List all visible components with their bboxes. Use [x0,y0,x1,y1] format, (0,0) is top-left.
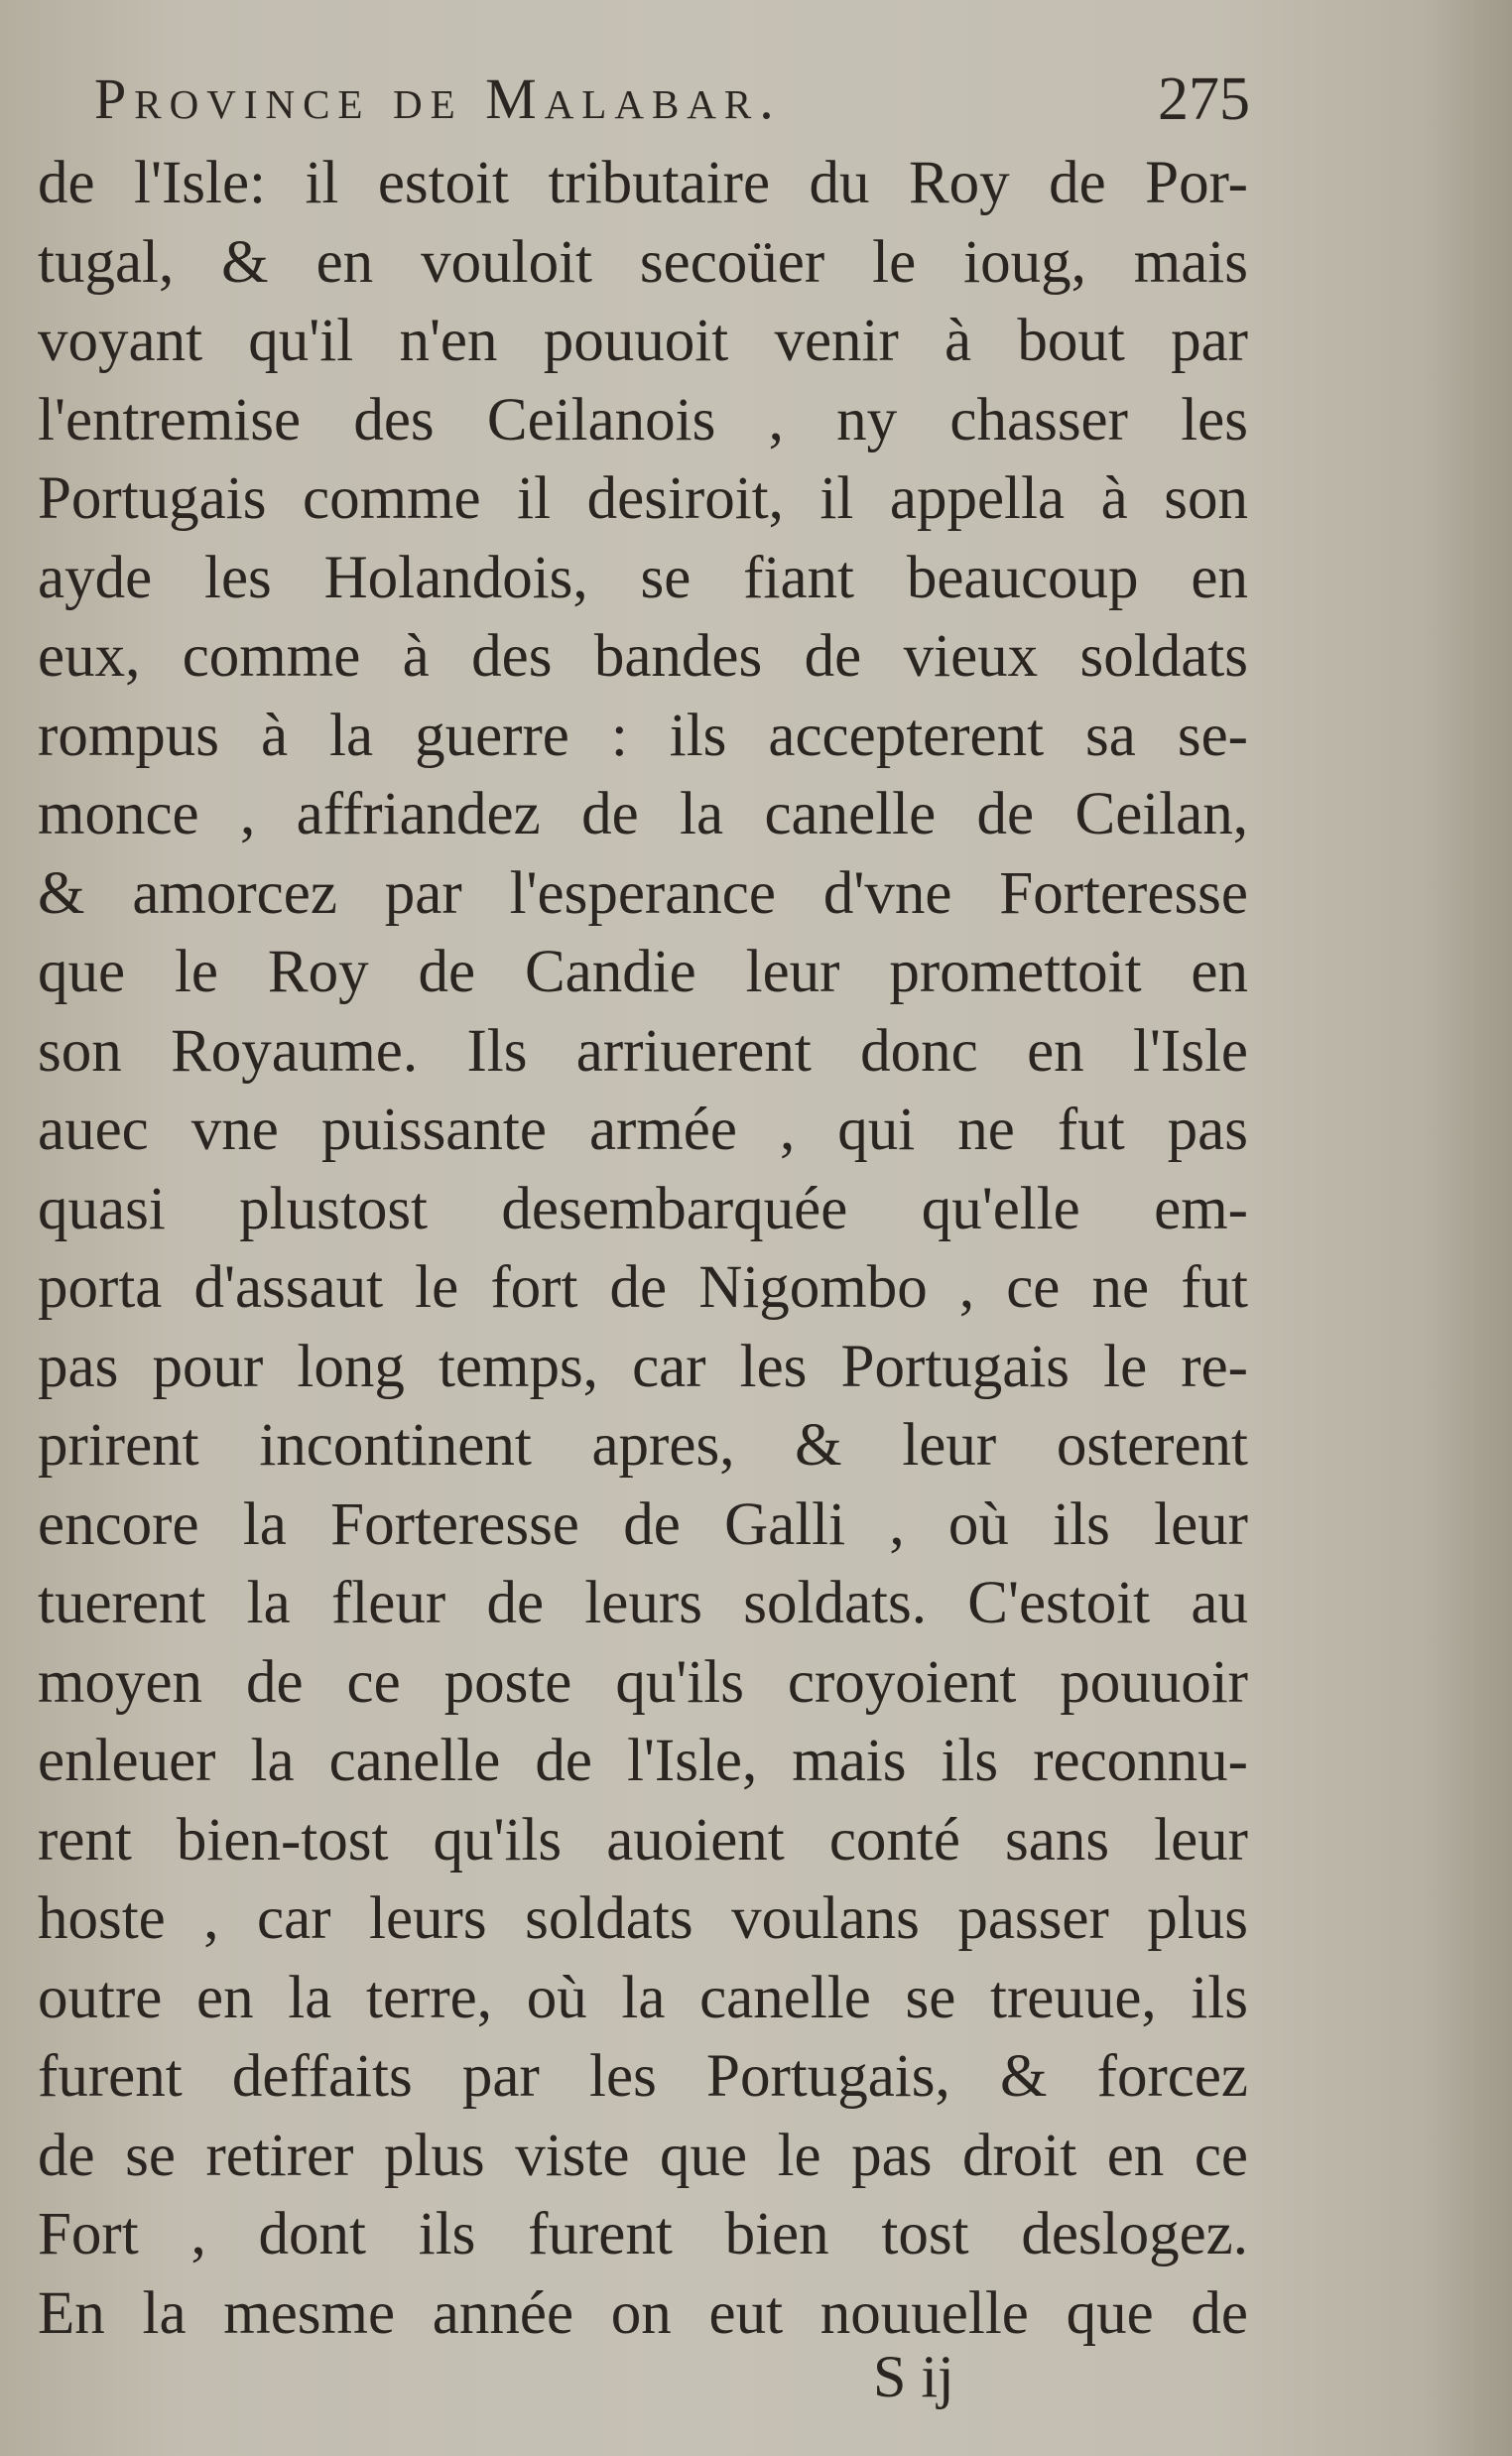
text-line: & amorcez par l'esperance d'vne Forteresse [38,859,1248,927]
text-line: furent deffaits par les Portugais, & forcez [38,2043,1248,2110]
text-line: que le Roy de Candie leur promettoit en [38,939,1248,1005]
text-line: monce , affriandez de la canelle de Ceilan, [38,781,1248,847]
signature-mark: S ij [873,2344,954,2409]
page-number: 275 [1158,65,1250,133]
text-line: tugal, & en vouloit secoüer le ioug, mais [38,228,1248,296]
text-line: pas pour long temps, car les Portugais le re- [38,1333,1248,1400]
text-line: moyen de ce poste qu'ils croyoient pouuoir [38,1648,1248,1716]
text-line: rent bien-tost qu'ils auoient conté sans leur [38,1806,1248,1874]
text-line: l'entremise des Ceilanois , ny chasser les [38,386,1248,453]
text-line: de se retirer plus viste que le pas droit en ce [38,2122,1248,2189]
page-header [94,55,1250,144]
text-line: encore la Forteresse de Galli , où ils leur [38,1490,1248,1558]
text-line: Portugais comme il desiroit, il appella à son [38,465,1248,532]
text-line: quasi plustost desembarquée qu'elle em- [38,1175,1248,1242]
text-line: auec vne puissante armée , qui ne fut pas [38,1097,1248,1163]
text-line: voyant qu'il n'en pouuoit venir à bout par [38,308,1248,374]
text-line: rompus à la guerre : ils accepterent sa se- [38,702,1248,769]
text-line: ayde les Holandois, se fiant beaucoup en [38,544,1248,611]
text-line: eux, comme à des bandes de vieux soldats [38,623,1248,690]
text-line: En la mesme année on eut nouuelle que de [38,2279,1248,2347]
text-line: enleuer la canelle de l'Isle, mais ils reconnu- [38,1728,1248,1794]
text-line: tuerent la fleur de leurs soldats. C'estoit au [38,1570,1248,1636]
text-line: son Royaume. Ils arriuerent donc en l'Isle [38,1017,1248,1085]
text-line: prirent incontinent apres, & leur osterent [38,1412,1248,1479]
running-title: Province de Malabar. [94,66,782,131]
body-text [38,144,1248,2353]
text-line: hoste , car leurs soldats voulans passer plus [38,1885,1248,1952]
text-line: de l'Isle: il estoit tributaire du Roy de Por- [38,150,1248,216]
text-line: porta d'assaut le fort de Nigombo , ce ne fut [38,1254,1248,1321]
text-line: outre en la terre, où la canelle se treuue, ils [38,1964,1248,2031]
text-line: Fort , dont ils furent bien tost deslogez. [38,2201,1248,2267]
